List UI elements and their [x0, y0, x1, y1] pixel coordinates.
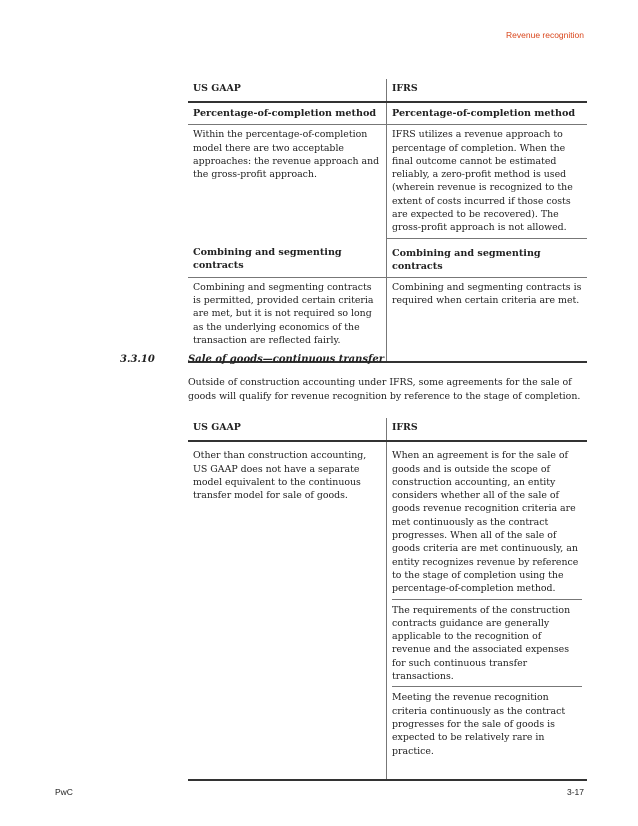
column-header-us-gaap: US GAAP [188, 418, 387, 441]
column-header-ifrs: IFRS [387, 79, 588, 102]
comparison-table-continuous-transfer [188, 418, 587, 781]
column-header-us-gaap: US GAAP [188, 79, 387, 102]
ifrs-paragraph: Meeting the revenue recognition criteria continuously as the contract progresses for the sale of goods is expected to be relatively rare in practice. [392, 692, 566, 757]
section-title: Sale of goods—continuous transfer [188, 354, 384, 365]
row-heading-right: Combining and segmenting contracts [387, 238, 588, 277]
comparison-table-contracts [188, 79, 587, 363]
cell-text-right: IFRS utilizes a revenue approach to percentage of completion. When the final outcome cannot be estimated reliably, a zero-profit method is used (wherein revenue is recognized to the extent of costs incurred if those costs are expected to be recovered). The gross-profit approach is not allowed. [387, 125, 588, 238]
page-number: 3-17 [566, 787, 584, 797]
row-heading-left: Combining and segmenting contracts [188, 238, 387, 277]
ifrs-paragraph: When an agreement is for the sale of goods and is outside the scope of construction accounting, an entity considers whether all of the sale of goods revenue recognition criteria are met continuously as the contract progresses. When all of the sale of goods criteria are met continuously, an entity recognizes revenue by reference to the stage of completion using the percentage-of-completion method. [392, 449, 582, 599]
cell-text-left: Combining and segmenting contracts is permitted, provided certain criteria are met, but it is not required so long as the underlying economics of the transaction are reflected fairly. [188, 277, 387, 362]
section-number: 3.3.10 [120, 354, 155, 365]
cell-text-right: Combining and segmenting contracts is required when certain criteria are met. [387, 277, 588, 362]
ifrs-paragraph: The requirements of the construction contracts guidance are generally applicable to the recognition of revenue and the associated expenses for such continuous transfer transactions. [392, 604, 582, 688]
running-header: Revenue recognition [506, 30, 584, 40]
footer-publisher: PwC [55, 787, 73, 797]
section-intro: Outside of construction accounting under IFRS, some agreements for the sale of goods will qualify for revenue recognition by reference to the stage of completion. [188, 377, 581, 402]
column-header-ifrs: IFRS [387, 418, 588, 441]
cell-text-left: Other than construction accounting, US GAAP does not have a separate model equivalent to the continuous transfer model for sale of goods. [188, 441, 387, 780]
cell-text-right [387, 441, 588, 780]
row-heading-left: Percentage-of-completion method [188, 102, 387, 125]
row-heading-right: Percentage-of-completion method [387, 102, 588, 125]
cell-text-left: Within the percentage-of-completion model there are two acceptable approaches: the revenue approach and the gross-profit approach. [188, 125, 387, 238]
